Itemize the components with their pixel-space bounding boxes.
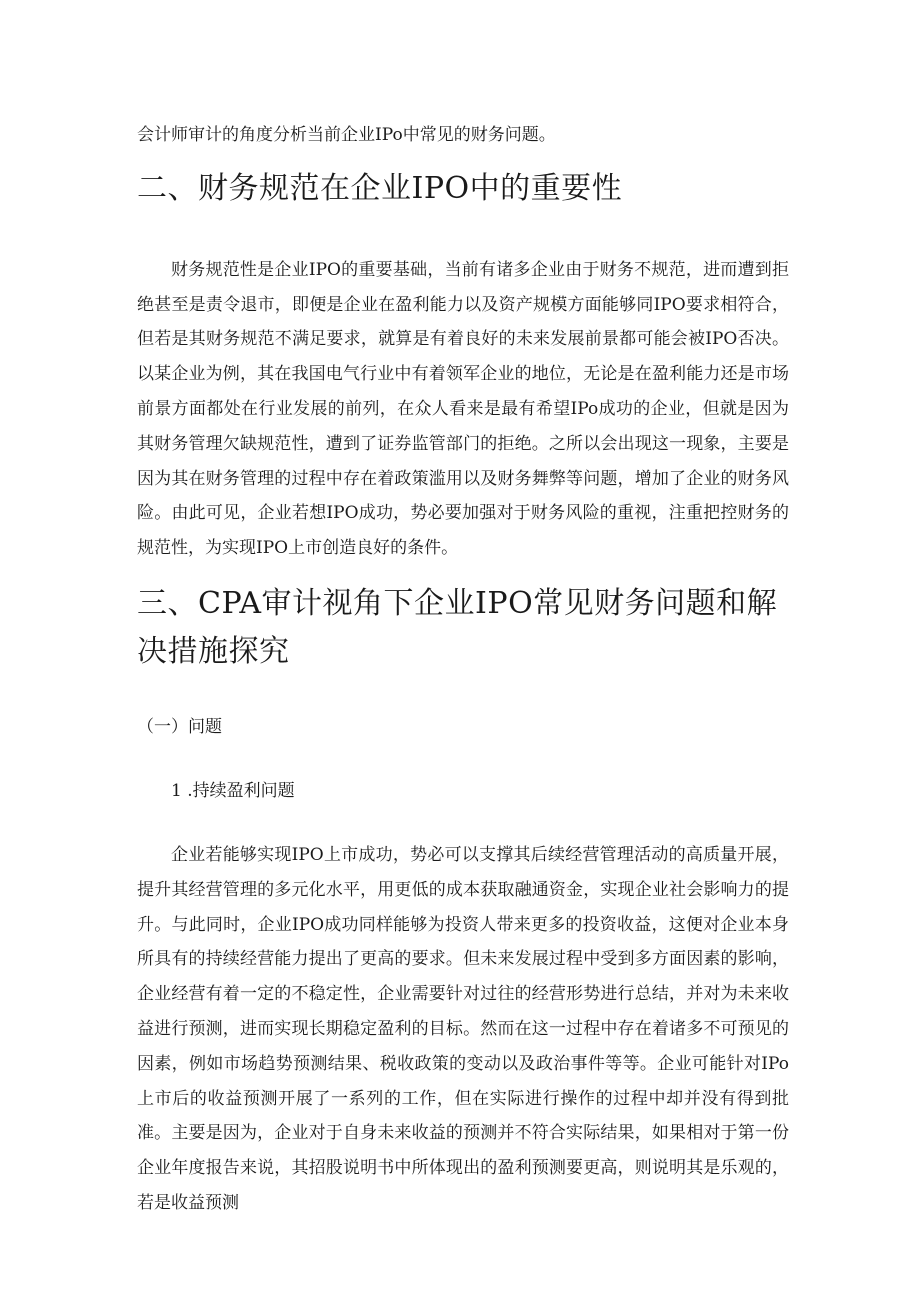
intro-tail-text: 会计师审计的角度分析当前企业IPo中常见的财务问题。 (137, 125, 556, 145)
section3-heading: 三、CPA审计视角下企业IPO常见财务问题和解决措施探究 (137, 585, 778, 669)
document-page (137, 118, 789, 1221)
section3-subheading: （一）问题 (137, 716, 222, 737)
section3-paragraph: 企业若能够实现IPO上市成功，势必可以支撑其后续经营管理活动的高质量开展，提升其经营管理的多元化水平，用更低的成本获取融通资金，实现企业社会影响力的提升。与此同时，企业IPO成功同样能够为投资人带来更多的投资收益，这便对企业本身所具有的持续经营能力提出了更高的要求。但未来发展过程中受到多方面因素的影响，企业经营有着一定的不稳定性，企业需要针对过往的经营形势进行总结，并对为未来收益进行预测，进而实现长期稳定盈利的目标。然而在这一过程中存在着诸多不可预见的因素，例如市场趋势预测结果、税收政策的变动以及政治事件等等。企业可能针对IPo上市后的收益预测开展了一系列的工作，但在实际进行操作的过程中却并没有得到批准。主要是因为，企业对于自身未来收益的预测并不符合实际结果，如果相对于第一份企业年度报告来说，其招股说明书中所体现出的盈利预测要更高，则说明其是乐观的，若是收益预测 (137, 844, 789, 1213)
section2-heading: 二、财务规范在企业IPO中的重要性 (137, 170, 623, 206)
section2-paragraph: 财务规范性是企业IPO的重要基础，当前有诸多企业由于财务不规范，进而遭到拒绝甚至是责令退市，即便是企业在盈利能力以及资产规模方面能够同IPO要求相符合，但若是其财务规范不满足要求，就算是有着良好的未来发展前景都可能会被IPO否决。以某企业为例，其在我国电气行业中有着领军企业的地位，无论是在盈利能力还是市场前景方面都处在行业发展的前列，在众人看来是最有希望IPo成功的企业，但就是因为其财务管理欠缺规范性，遭到了证券监管部门的拒绝。之所以会出现这一现象，主要是因为其在财务管理的过程中存在着政策滥用以及财务舞弊等问题，增加了企业的财务风险。由此可见，企业若想IPO成功，势必要加强对于财务风险的重视，注重把控财务的规范性，为实现IPO上市创造良好的条件。 (137, 259, 789, 559)
item-heading: 1 .持续盈利问题 (171, 780, 295, 801)
